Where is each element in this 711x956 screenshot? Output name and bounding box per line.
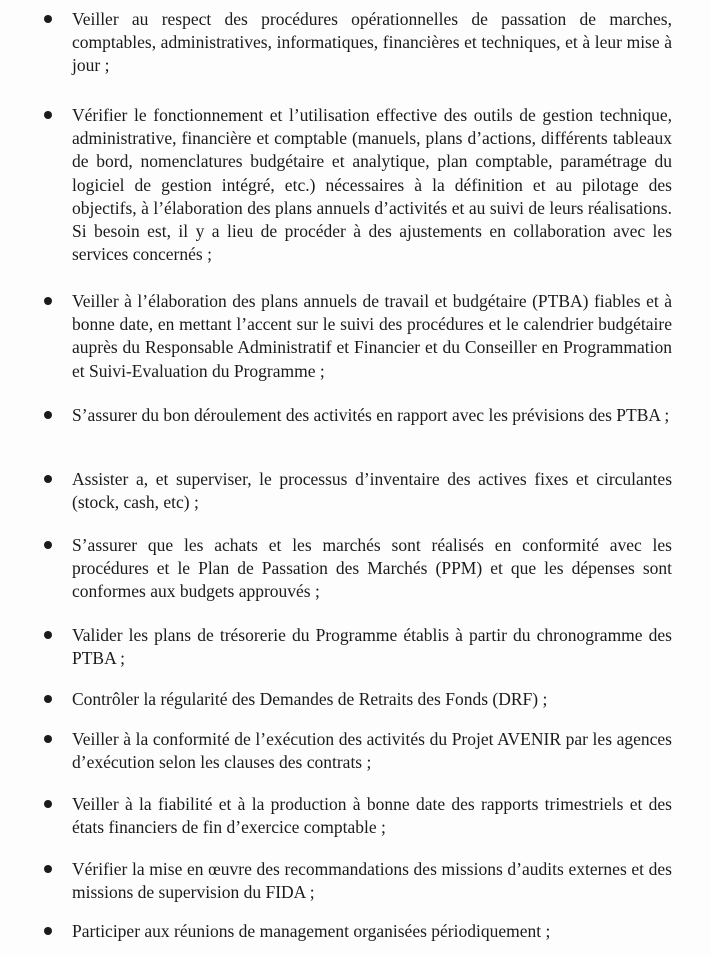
list-item-text: Valider les plans de trésorerie du Programme établis à partir du chronogramme des PTBA ; xyxy=(72,625,672,669)
list-item xyxy=(72,468,672,514)
list-item xyxy=(72,793,672,839)
list-item-text: S’assurer que les achats et les marchés sont réalisés en conformité avec les procédures et le Plan de Passation des Marchés (PPM) et que les dépenses sont conformes aux budgets approuvés ; xyxy=(72,535,672,602)
bullet-icon xyxy=(44,541,52,549)
list-item xyxy=(72,688,672,711)
bullet-icon xyxy=(44,865,52,873)
list-item xyxy=(72,290,672,383)
list-item xyxy=(72,920,672,943)
bullet-icon xyxy=(44,111,52,119)
bullet-icon xyxy=(44,411,52,419)
list-item-text: Assister a, et superviser, le processus d’inventaire des actives fixes et circulantes (stock, cash, etc) ; xyxy=(72,469,672,513)
list-item-text: Veiller à l’élaboration des plans annuels de travail et budgétaire (PTBA) fiables et à bonne date, en mettant l’accent sur le suivi des procédures et le calendrier budgétaire auprès du Responsable Administratif et Financier et du Conseiller en Programmation et Suivi-Evaluation du Programme ; xyxy=(72,291,672,381)
list-item-text: Vérifier le fonctionnement et l’utilisation effective des outils de gestion technique, administrative, financière et comptable (manuels, plans d’actions, différents tableaux de bord, nomenclatures budgétaire et analytique, plan comptable, paramétrage du logiciel de gestion intégré, etc.) nécessaires à la définition et au pilotage des objectifs, à l’élaboration des plans annuels d’activités et au suivi de leurs réalisations. Si besoin est, il y a lieu de procéder à des ajustements en collaboration avec les services concernés ; xyxy=(72,105,672,265)
list-item-text: Participer aux réunions de management organisées périodiquement ; xyxy=(72,921,551,941)
bullet-icon xyxy=(44,695,52,703)
list-item xyxy=(72,728,672,774)
list-item-text: Vérifier la mise en œuvre des recommandations des missions d’audits externes et des missions de supervision du FIDA ; xyxy=(72,859,672,903)
list-item-text: S’assurer du bon déroulement des activités en rapport avec les prévisions des PTBA ; xyxy=(72,405,670,425)
list-item xyxy=(72,8,672,78)
bullet-icon xyxy=(44,297,52,305)
list-item-text: Veiller à la fiabilité et à la production à bonne date des rapports trimestriels et des états financiers de fin d’exercice comptable ; xyxy=(72,794,672,838)
bullet-icon xyxy=(44,927,52,935)
bullet-icon xyxy=(44,800,52,808)
bullet-icon xyxy=(44,631,52,639)
list-item-text: Veiller au respect des procédures opérationnelles de passation de marches, comptables, administratives, informatiques, financières et techniques, et à leur mise à jour ; xyxy=(72,9,672,76)
list-item xyxy=(72,104,672,266)
list-item xyxy=(72,534,672,604)
bullet-icon xyxy=(44,475,52,483)
bullet-icon xyxy=(44,735,52,743)
list-item-text: Veiller à la conformité de l’exécution des activités du Projet AVENIR par les agences d’exécution selon les clauses des contrats ; xyxy=(72,729,672,773)
list-item xyxy=(72,858,672,904)
list-item xyxy=(72,404,672,427)
bullet-icon xyxy=(44,15,52,23)
list-item xyxy=(72,624,672,670)
list-item-text: Contrôler la régularité des Demandes de Retraits des Fonds (DRF) ; xyxy=(72,689,548,709)
